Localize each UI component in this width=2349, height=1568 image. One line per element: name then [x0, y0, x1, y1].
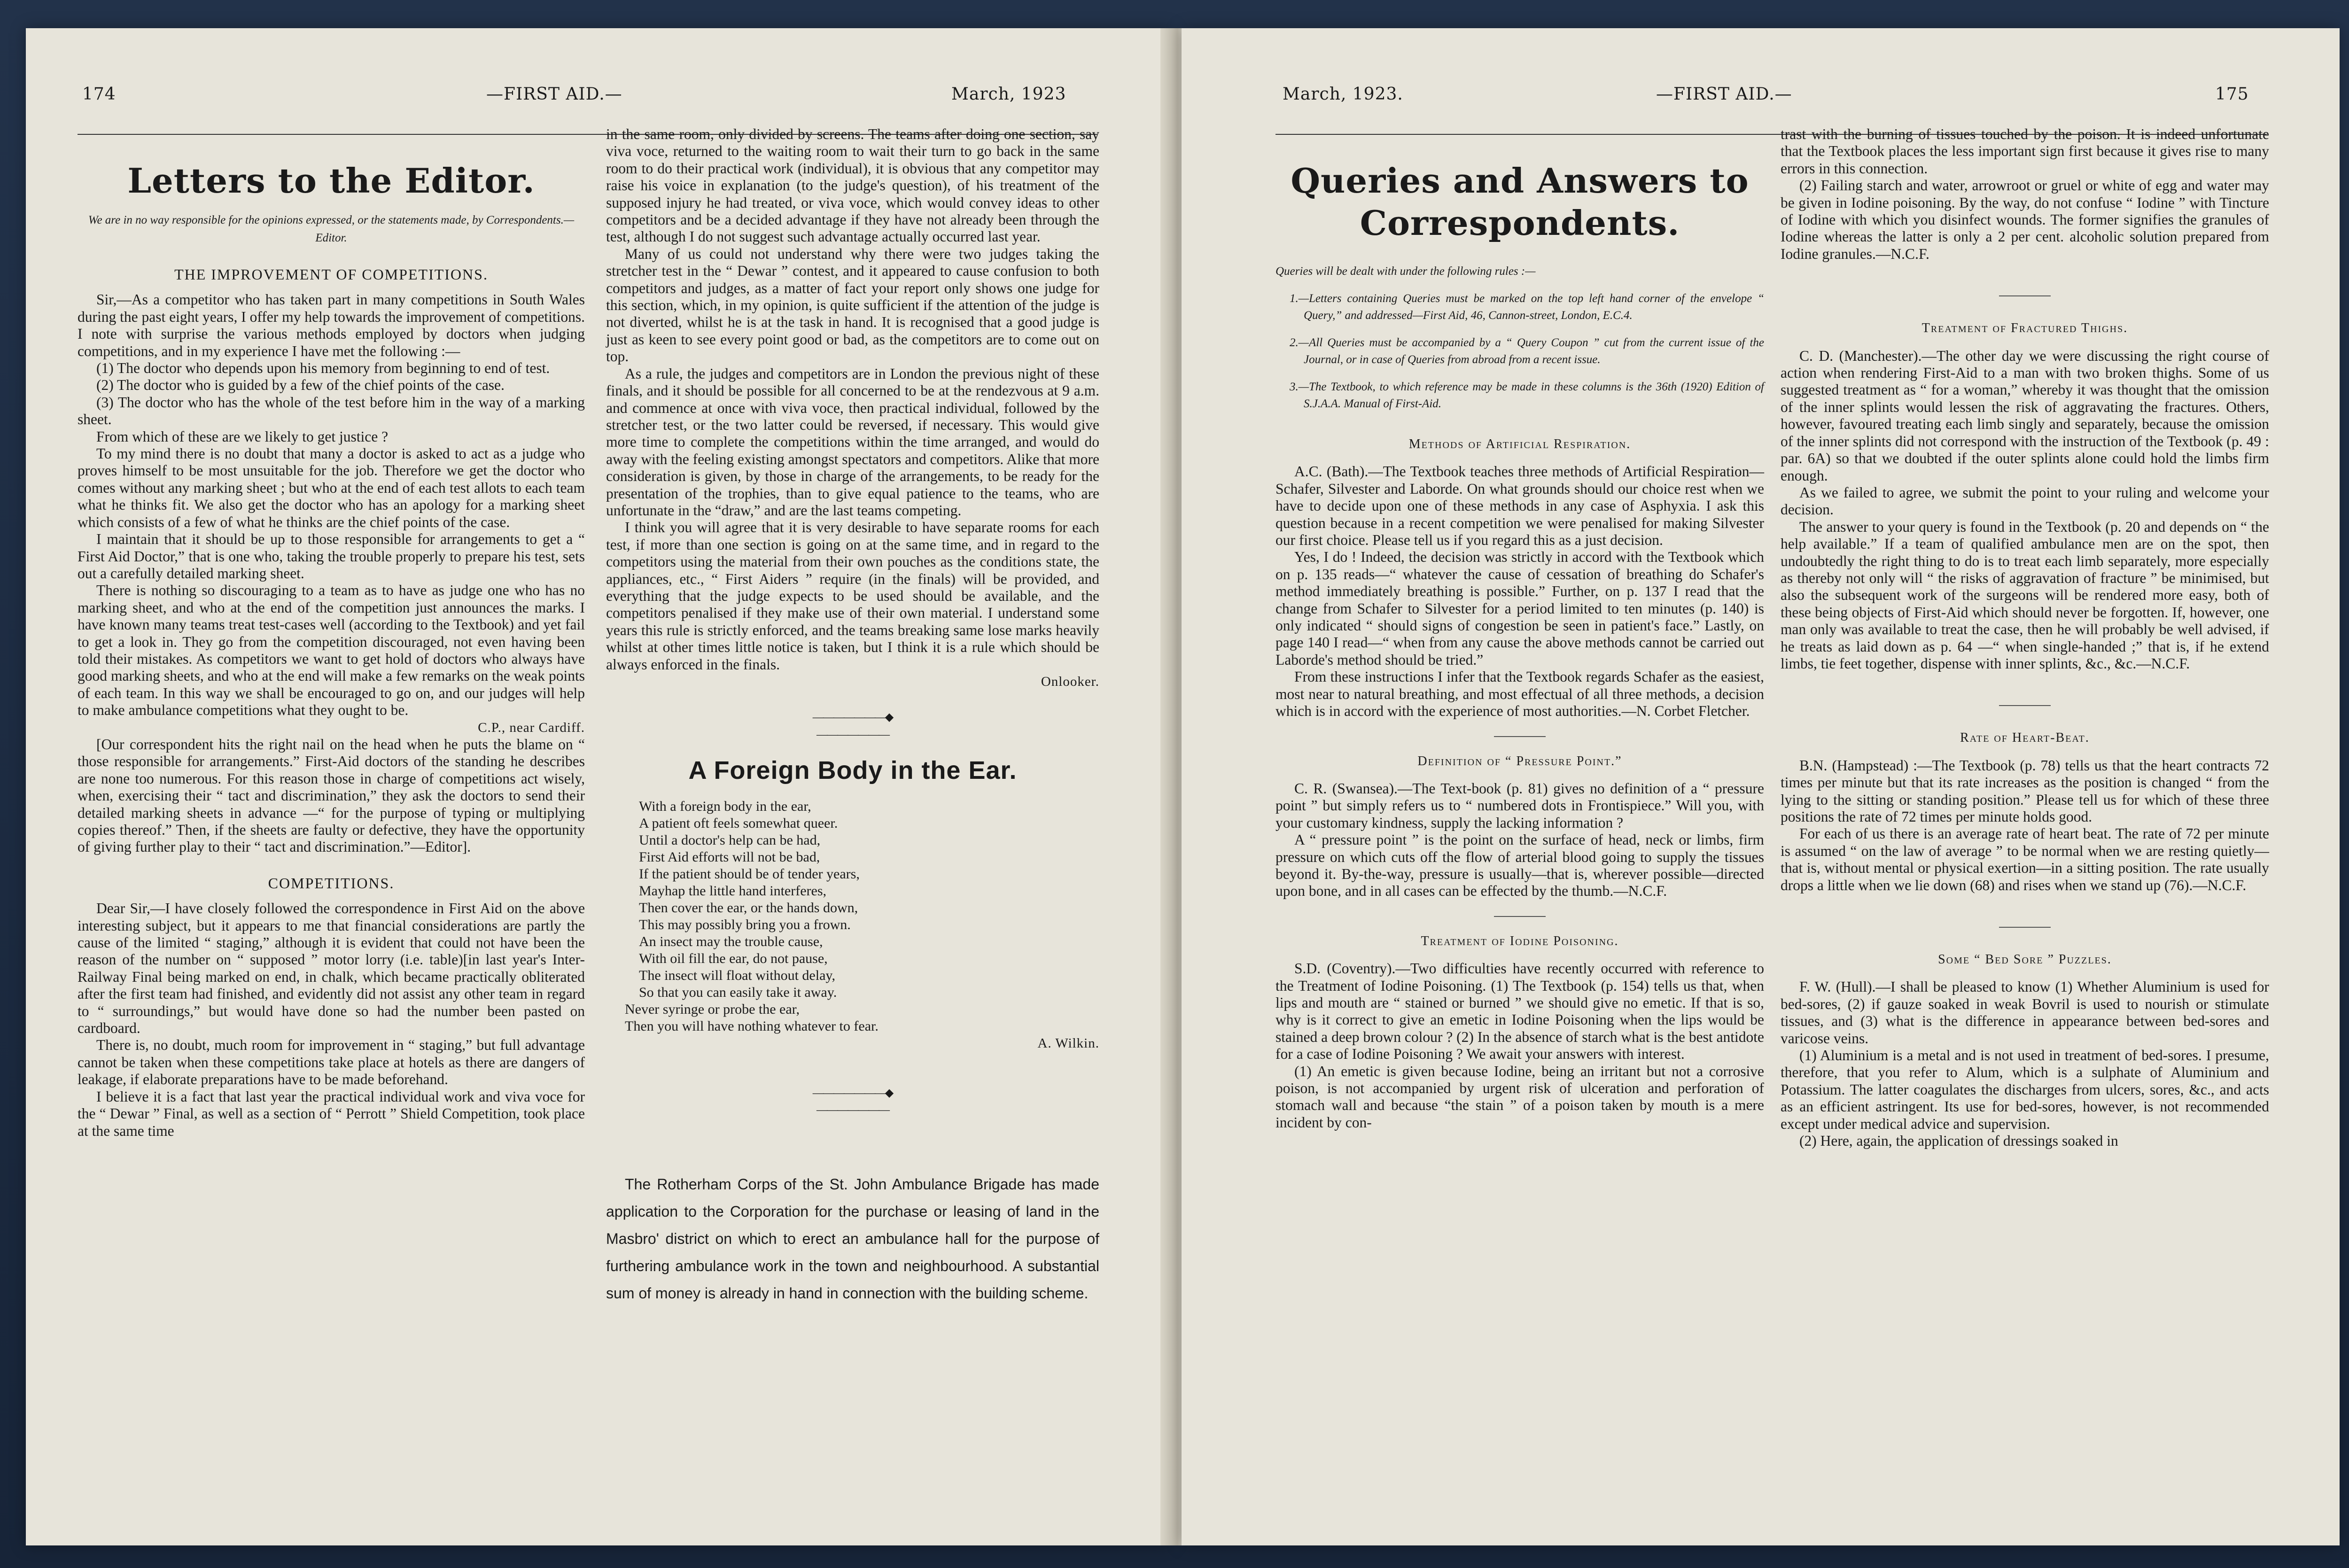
- poem-line: First Aid efforts will not be bad,: [639, 849, 820, 865]
- ornament-divider: ———————◆———————: [812, 1087, 893, 1117]
- paragraph: Yes, I do ! Indeed, the decision was strictly in accord with the Textbook which on p. 135 reads—“ whatever the cause of cessation of breathing do Schafer's method immediately breathing is possible.” Further, on p. 137 I read that the change from Schafer to Silvester for a period limited to ten minutes (p. 140) is only indicated “ should signs of congestion be seen in patient's face.” Lastly, on page 140 I read—“ when from any cause the above methods cannot be carried out Laborde's method should be tried.”: [1276, 549, 1764, 668]
- poem-line: Never syringe or probe the ear,: [625, 1001, 800, 1017]
- paragraph: The answer to your query is found in the Textbook (p. 20 and depends on “ the help available.” If a team of qualified ambulance men are on the spot, then undoubtedly the right thing to do is to treat each limb separately, more especially as thereby not only will “ the risks of aggravation of fracture ” be minimised, but also the subsequent work of the surgeons will be rendered more easy, both of these being objects of First-Aid which should never be forgotten. If, however, one man only was available to treat the case, then he will probably be well advised, if he treats as laid down as p. 64 —“ when single-handed ;” that is, if he extend limbs, tie feet together, dispense with inner splints, &c., &c.—N.C.F.: [1781, 518, 2269, 672]
- poem-line: This may possibly bring you a frown.: [639, 916, 851, 932]
- poem-line: An insect may the trouble cause,: [639, 933, 823, 949]
- issue-date: March, 1923: [951, 85, 1066, 104]
- paragraph: Many of us could not understand why there were two judges taking the stretcher test in the “ Dewar ” contest, and it appeared to cause confusion to both competitors and judges, as a matter of fact your report only shows one judge for this section, which, in my opinion, is quite sufficient if the attention of the judge is not diverted, whilst he is at the task in hand. It is recognised that a good judge is just as keen to see every point good or bad, as the competitors are to come out on top.: [606, 245, 1099, 365]
- section-heading: Queries and Answers to: [1291, 161, 1749, 201]
- query-title: Some “ Bed Sore ” Puzzles.: [1938, 952, 2112, 967]
- paragraph: (2) Failing starch and water, arrowroot or gruel or white of egg and water may be given in Iodine poisoning. By the way, do not confuse “ Iodine ” with Tincture of Iodine with which you disinfect wounds. The former signifies the granules of Iodine whereas the latter is only a 2 per cent. alcoholic solution prepared from Iodine granules.—N.C.F.: [1781, 177, 2269, 262]
- poem-line: Until a doctor's help can be had,: [639, 832, 821, 848]
- left-page: [26, 28, 1172, 1545]
- paragraph: I maintain that it should be up to those responsible for arrangements to get a “ First Aid Doctor,” that is one who, taking the trouble properly to prepare his test, sets out a carefully detailed marking sheet.: [78, 531, 585, 582]
- left-column-1: [78, 146, 585, 1140]
- right-column-1: [1276, 146, 1764, 1131]
- poem-line: If the patient should be of tender years,: [639, 866, 860, 882]
- paragraph: From which of these are we likely to get justice ?: [96, 428, 389, 445]
- paragraph: (2) The doctor who is guided by a few of the chief points of the case.: [96, 377, 505, 394]
- paragraph: There is nothing so discouraging to a team as to have as judge one who has no marking sheet, and who at the end of the competition just announces the marks. I have known many teams treat test-cases well (according to the Textbook) and yet fail to get a look in. They go from the competition discouraged, not even having been told their mistakes. As competitors we want to get hold of doctors who always have good marking sheets, and who at the end will make a few remarks on the weak points of each team. In this way we shall be encouraged to go on, and our judges will help to make ambulance competitions what they ought to be.: [78, 582, 585, 719]
- paragraph: There is, no doubt, much room for improvement in “ staging,” but full advantage cannot be taken when these competitions take place at hotels as there are dangers of leakage, if elaborate preparations have to be made beforehand.: [78, 1037, 585, 1088]
- divider: [1999, 705, 2051, 706]
- article-title: COMPETITIONS.: [268, 874, 395, 892]
- right-column-2: [1781, 126, 2269, 1150]
- poem-line: The insect will float without delay,: [639, 967, 835, 983]
- divider: [1999, 927, 2051, 928]
- paragraph: trast with the burning of tissues touched by the poison. It is indeed unfortunate that the Textbook places the less important sign first because it gives rise to many errors in this connection.: [1781, 126, 2269, 177]
- right-page: [1182, 28, 2340, 1545]
- paragraph: As we failed to agree, we submit the point to your ruling and welcome your decision.: [1781, 484, 2269, 518]
- rule-item: 3.—The Textbook, to which reference may be made in these columns is the 36th (1920) Edition of S.J.A.A. Manual of First-Aid.: [1290, 380, 1764, 410]
- query-title: Definition of “ Pressure Point.”: [1417, 753, 1622, 768]
- paragraph: I believe it is a fact that last year the practical individual work and viva voce for the “ Dewar ” Final, as well as a section of “ Perrott ” Shield Competition, took place at the same time: [78, 1088, 585, 1139]
- signature: Onlooker.: [1041, 674, 1099, 689]
- query-title: Treatment of Iodine Poisoning.: [1421, 933, 1619, 948]
- query-rules: [1276, 263, 1764, 412]
- editor-disclaimer: We are in no way responsible for the opinions expressed, or the statements made, by Correspondents.—Editor.: [88, 214, 575, 244]
- paragraph: Dear Sir,—I have closely followed the correspondence in First Aid on the above interesting subject, but it appears to me that financial considerations are partly the cause of the limited “ staging,” although it is evident that could not have been the reason of the number on “ supposed ” motor lorry (i.e. table)[in last year's Inter-Railway Final being marked on end, in chalk, which became practically obliterated after the first team had finished, and evidently did not assist any other team in regard to “ surroundings,” but would have done so had the number been pasted on cardboard.: [78, 900, 585, 1037]
- paragraph: in the same room, only divided by screens. The teams after doing one section, say viva voce, returned to the waiting room to wait their turn to go back in the same room to do their practical work (individual), it is obvious that any competitor may raise his voice in explanation (to the judge's question), of his treatment of the supposed injury he had treated, or viva voce, which would convey ideas to other competitors and be a decided advantage if they have not already been through the test, although I do not suggest such advantage actually occurred last year.: [606, 126, 1099, 245]
- query-title: Treatment of Fractured Thighs.: [1921, 321, 2128, 336]
- paragraph: (1) The doctor who depends upon his memory from beginning to end of test.: [96, 360, 550, 377]
- paragraph: F. W. (Hull).—I shall be pleased to know (1) Whether Aluminium is used for bed-sores, (2) if gauze soaked in weak Bovril is used to nourish or stimulate tissues, and (3) what is the difference in appearance between bed-sores and varicose veins.: [1781, 978, 2269, 1047]
- paragraph: (2) Here, again, the application of dressings soaked in: [1799, 1133, 2118, 1149]
- divider: [1494, 916, 1546, 917]
- rule-item: 2.—All Queries must be accompanied by a “ Query Coupon ” cut from the current issue of the Journal, or in case of Queries from abroad from a recent issue.: [1290, 336, 1764, 366]
- query-title: Rate of Heart-Beat.: [1960, 730, 2090, 745]
- poem-line: So that you can easily take it away.: [639, 984, 837, 1000]
- paragraph: From these instructions I infer that the Textbook regards Schafer as the easiest, most near to natural breathing, and most effectual of all three methods, a decision which is in accord with the experience of most authorities.—N. Corbet Fletcher.: [1276, 668, 1764, 720]
- query-title: Methods of Artificial Respiration.: [1408, 437, 1631, 451]
- paragraph: S.D. (Coventry).—Two difficulties have recently occurred with reference to the Treatment of Iodine Poisoning. (1) The Textbook (p. 154) tells us that, when lips and mouth are “ stained or burned ” we should give no emetic. If that is so, why is it correct to give an emetic in Iodine Poisoning when the lips would be stained a deep brown colour ? (2) In the absence of starch what is the best antidote for a case of Iodine Poisoning ? We await your answers with interest.: [1276, 960, 1764, 1063]
- section-heading: Correspondents.: [1360, 203, 1680, 243]
- section-heading: Letters to the Editor.: [127, 161, 535, 201]
- paragraph: (1) An emetic is given because Iodine, being an irritant but not a corrosive poison, is not accompanied by urgent risk of ulceration and perforation of stomach wall and because “the stain ” of a poison taken by mouth is a mere incident by con-: [1276, 1063, 1764, 1131]
- signature: A. Wilkin.: [1037, 1035, 1099, 1051]
- signature: C.P., near Cardiff.: [478, 720, 585, 735]
- page-number: 174: [82, 85, 116, 104]
- poem-line: With a foreign body in the ear,: [639, 798, 811, 814]
- poem: [625, 798, 1099, 1035]
- paragraph: C. D. (Manchester).—The other day we were discussing the right course of action when rendering First-Aid to a man with two broken thighs. Some of us suggested treatment as “ for a woman,” whereby it was thought that the omission of the inner splints would lessen the risk of aggravating the fractures. Others, however, favoured treating each limb singly and separately, because the omission of the inner splints did not correspond with the instruction of the Textbook (p. 49 : par. 6A) so that we doubted if the outer splints alone could hold the limbs firm enough.: [1781, 347, 2269, 484]
- issue-date: March, 1923.: [1283, 85, 1403, 104]
- rules-intro: Queries will be dealt with under the following rules :—: [1276, 265, 1536, 278]
- paragraph: A.C. (Bath).—The Textbook teaches three methods of Artificial Respiration—Schafer, Silvester and Laborde. On what grounds should our choice rest when we have to decide upon one of these methods in any case of Asphyxia. I ask this question because in a recent competition we were penalised for making Silvester our first choice. Please tell us if you regard this as a just decision.: [1276, 463, 1764, 549]
- paragraph: Sir,—As a competitor who has taken part in many competitions in South Wales during the past eight years, I offer my help towards the improvement of competitions. I note with surprise the various methods employed by doctors when judging competitions, and in my experience I have met the following :—: [78, 291, 585, 359]
- ornament-divider: ———————◆———————: [812, 711, 893, 741]
- poem-line: A patient oft feels somewhat queer.: [639, 815, 838, 831]
- paragraph: B.N. (Hampstead) :—The Textbook (p. 78) tells us that the heart contracts 72 times per minute but that its rate increases as the position is changed “ from the lying to the sitting or standing position.” Please tell us for which of these three positions the rate of 72 times per minute holds good.: [1781, 757, 2269, 825]
- running-title: —FIRST AID.—: [486, 85, 622, 104]
- paragraph: C. R. (Swansea).—The Text-book (p. 81) gives no definition of a “ pressure point ” but simply refers us to “ numbered dots in Frontispiece.” Will you, with your customary kindness, supply the lacking information ?: [1276, 780, 1764, 831]
- paragraph: A “ pressure point ” is the point on the surface of head, neck or limbs, firm pressure on which cuts off the flow of arterial blood going to supply the tissues beyond it. By-the-way, pressure is usually—that is, wherever possible—directed upon bone, and in all cases can be effected by the thumb.—N.C.F.: [1276, 831, 1764, 900]
- divider: [1999, 295, 2051, 296]
- paragraph: As a rule, the judges and competitors are in London the previous night of these finals, and it should be possible for all concerned to be at the rendezvous at 9 a.m. and commence at once with viva voce, then practical individual, followed by the stretcher test, or the two latter could be reversed, if necessary. This would give more time to complete the competitions within the time arranged, and would do away with the feeling existing amongst spectators and competitors. Alike that more consideration is given, by those in charge of the arrangements, to be ready for the presentation of the trophies, than to give equal patience to the teams, who are unfortunate in the “draw,” and are the last teams competing.: [606, 365, 1099, 519]
- rule-item: 1.—Letters containing Queries must be marked on the top left hand corner of the envelope “ Query,” and addressed—First Aid, 46, Cannon-street, London, E.C.4.: [1290, 292, 1764, 322]
- divider: [1494, 736, 1546, 737]
- paragraph: I think you will agree that it is very desirable to have separate rooms for each test, if more than one section is going on at the same time, and in regard to the competitors using the material from their own pouches as the conditions state, the appliances, etc., “ First Aiders ” require (in the finals) will be provided, and everything that the judge expects to be used should be available, and the competitors penalised if they make use of their own material. I understand some years this rule is strictly enforced, and the teams breaking same lose marks heavily whilst at other times little notice is taken, but I think it is a rule which should be always enforced in the finals.: [606, 519, 1099, 673]
- poem-line: With oil fill the ear, do not pause,: [639, 950, 828, 966]
- paragraph: To my mind there is no doubt that many a doctor is asked to act as a judge who proves himself to be most unsuitable for the job. Therefore we get the doctor who comes without any marking sheet ; but who at the end of each test allots to each team what he thinks fit. We also get the doctor who has an apology for a marking sheet which consists of a few of what he thinks are the chief points of the case.: [78, 445, 585, 530]
- notice: [606, 1171, 1099, 1307]
- poem-line: Then cover the ear, or the hands down,: [639, 900, 858, 916]
- page-number: 175: [2215, 85, 2249, 104]
- running-title: —FIRST AID.—: [1656, 85, 1792, 104]
- article-title: THE IMPROVEMENT OF COMPETITIONS.: [174, 266, 488, 283]
- paragraph: For each of us there is an average rate of heart beat. The rate of 72 per minute is assumed “ on the law of average ” to be normal when we are resting quietly—that is, without mental or physical exertion—in a sitting position. The rate usually drops a little when we lie down (68) and rises when we stand up (76).—N.C.F.: [1781, 825, 2269, 893]
- notice-text: The Rotherham Corps of the St. John Ambulance Brigade has made application to the Corporation for the purchase or leasing of land in the Masbro' district on which to erect an ambulance hall for the purpose of furthering ambulance work in the town and neighbourhood. A substantial sum of money is already in hand in connection with the building scheme.: [606, 1175, 1099, 1302]
- poem-line: Then you will have nothing whatever to fear.: [625, 1018, 879, 1034]
- left-column-2: [606, 126, 1099, 1307]
- paragraph: (3) The doctor who has the whole of the test before him in the way of a marking sheet.: [78, 394, 585, 428]
- poem-title: A Foreign Body in the Ear.: [688, 756, 1017, 785]
- paragraph: (1) Aluminium is a metal and is not used in treatment of bed-sores. I presume, therefore, that you refer to Alum, which is a sulphate of Aluminium and Potassium. The latter coagulates the discharges from ulcers, sores, &c., and acts as an efficient astringent. Its use for bed-sores, however, is not recommended except under medical advice and supervision.: [1781, 1047, 2269, 1132]
- poem-line: Mayhap the little hand interferes,: [639, 883, 827, 899]
- editor-note: [Our correspondent hits the right nail on the head when he puts the blame on “ those responsible for arrangements.” First-Aid doctors of the standing he describes are none too numerous. For this reason those in charge of competitions act wisely, when, exercising their “ tact and discrimination,” they ask the doctors to send their detailed marking sheets in advance —“ for the purpose of typing or multiplying copies thereof.” Then, if the sheets are faulty or defective, they have the opportunity of giving further play to their “ tact and discrimination.”—Editor].: [78, 736, 585, 855]
